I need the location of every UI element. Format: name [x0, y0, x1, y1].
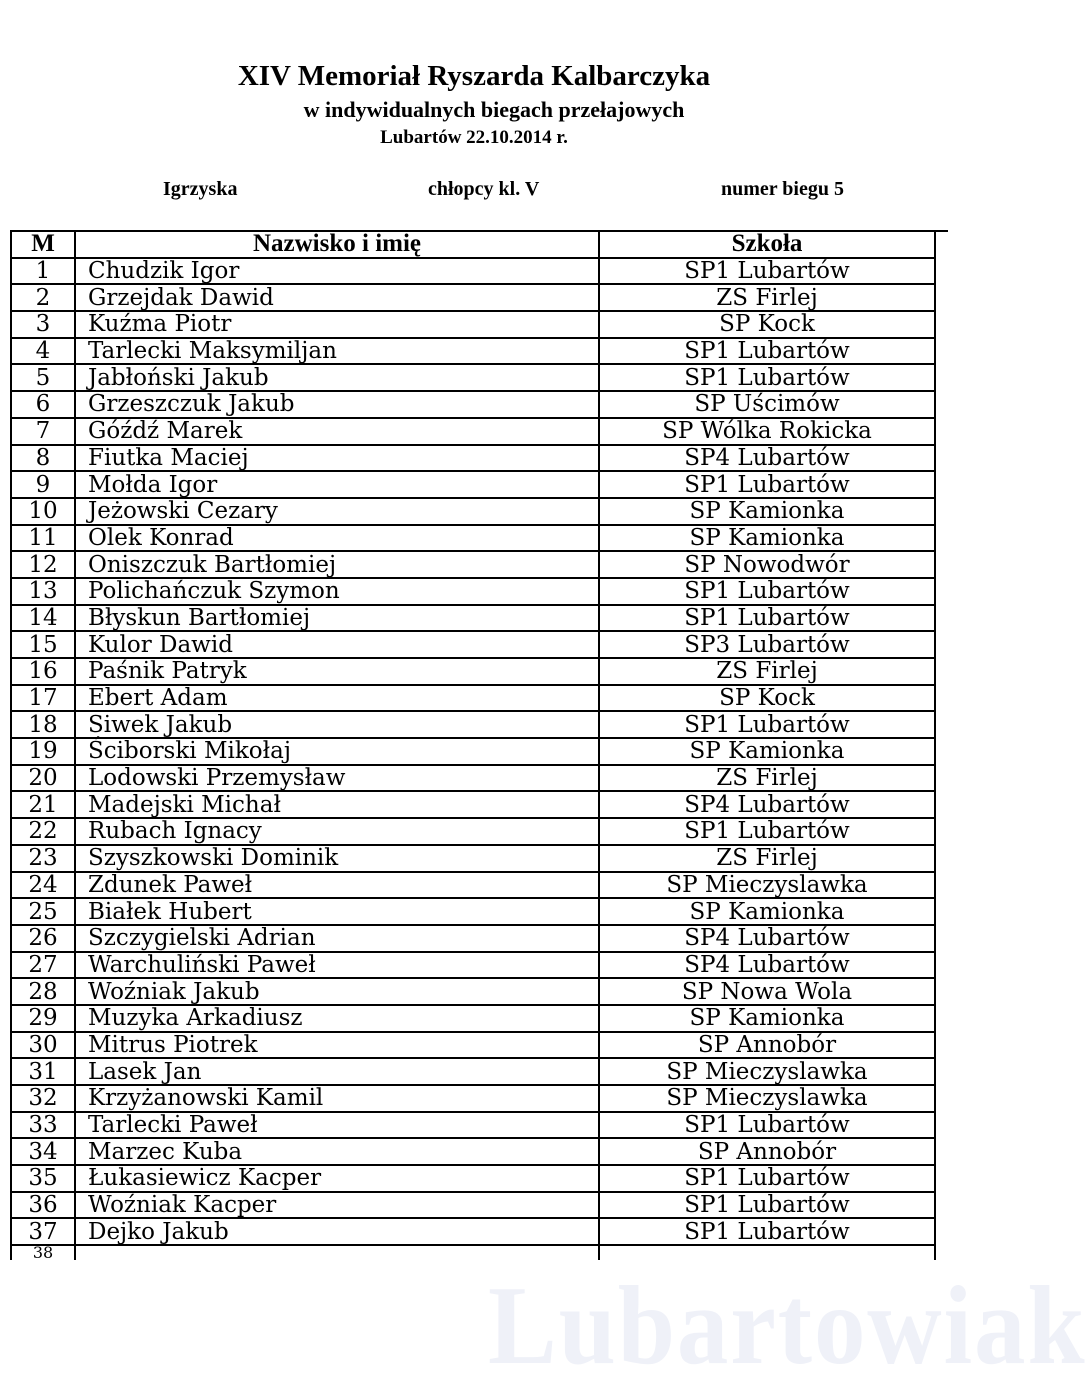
- place-cell: 17: [11, 685, 75, 712]
- table-header-row: [11, 231, 935, 258]
- name-cell: Polichańczuk Szymon: [75, 578, 599, 605]
- table-row: [11, 898, 935, 925]
- table-row: [11, 818, 935, 845]
- place-cell: 11: [11, 525, 75, 552]
- school-cell: ZS Firlej: [599, 845, 935, 872]
- school-cell: SP1 Lubartów: [599, 711, 935, 738]
- place-cell: 33: [11, 1112, 75, 1139]
- school-cell: SP1 Lubartów: [599, 1192, 935, 1219]
- school-cell: SP Annobór: [599, 1138, 935, 1165]
- name-cell: Kuźma Piotr: [75, 311, 599, 338]
- name-cell: Olek Konrad: [75, 525, 599, 552]
- place-cell: 21: [11, 791, 75, 818]
- table-row: [11, 391, 935, 418]
- place-cell: 31: [11, 1058, 75, 1085]
- name-cell: Błyskun Bartłomiej: [75, 605, 599, 632]
- table-row: [11, 658, 935, 685]
- school-cell: SP Nowodwór: [599, 551, 935, 578]
- name-cell: Madejski Michał: [75, 791, 599, 818]
- table-row: [11, 738, 935, 765]
- table-row: [11, 525, 935, 552]
- school-cell: SP1 Lubartów: [599, 1112, 935, 1139]
- name-cell: Grzejdak Dawid: [75, 284, 599, 311]
- school-cell: ZS Firlej: [599, 658, 935, 685]
- place-cell: 5: [11, 364, 75, 391]
- name-cell: Dejko Jakub: [75, 1218, 599, 1245]
- place-cell: 34: [11, 1138, 75, 1165]
- place-cell: 7: [11, 418, 75, 445]
- name-cell: Siwek Jakub: [75, 711, 599, 738]
- place-cell: 32: [11, 1085, 75, 1112]
- school-cell: SP Wólka Rokicka: [599, 418, 935, 445]
- table-row: [11, 1165, 935, 1192]
- table-row: [11, 498, 935, 525]
- school-cell: SP1 Lubartów: [599, 258, 935, 285]
- school-cell: SP Uścimów: [599, 391, 935, 418]
- name-cell: Góźdź Marek: [75, 418, 599, 445]
- school-cell: SP1 Lubartów: [599, 818, 935, 845]
- place-cell: 14: [11, 605, 75, 632]
- school-cell: SP Kamionka: [599, 738, 935, 765]
- school-cell: SP Kamionka: [599, 525, 935, 552]
- place-cell: 28: [11, 978, 75, 1005]
- name-cell: Kulor Dawid: [75, 631, 599, 658]
- table-row: [11, 471, 935, 498]
- name-cell: Lasek Jan: [75, 1058, 599, 1085]
- name-cell: Lodowski Przemysław: [75, 765, 599, 792]
- column-header-school: Szkoła: [599, 231, 935, 258]
- table-row: [11, 1138, 935, 1165]
- name-cell: Szczygielski Adrian: [75, 925, 599, 952]
- table-row: [11, 1058, 935, 1085]
- column-header-name: Nazwisko i imię: [75, 231, 599, 258]
- place-cell: 36: [11, 1192, 75, 1219]
- place-cell: 20: [11, 765, 75, 792]
- table-row: [11, 845, 935, 872]
- table-row: [11, 765, 935, 792]
- name-cell: Paśnik Patryk: [75, 658, 599, 685]
- table-row: [11, 364, 935, 391]
- watermark-logo: Lubartowiak: [488, 1264, 1087, 1388]
- name-cell: Krzyżanowski Kamil: [75, 1085, 599, 1112]
- school-cell: SP Kock: [599, 685, 935, 712]
- place-and-date: Lubartów 22.10.2014 r.: [380, 127, 568, 148]
- name-cell: Mołda Igor: [75, 471, 599, 498]
- competition-category: Igrzyska: [163, 178, 238, 200]
- name-cell: Tarlecki Paweł: [75, 1112, 599, 1139]
- document-subtitle: w indywidualnych biegach przełajowych: [303, 97, 685, 122]
- name-cell: Marzec Kuba: [75, 1138, 599, 1165]
- place-cell: 8: [11, 445, 75, 472]
- name-cell: Ściborski Mikołaj: [75, 738, 599, 765]
- table-row: [11, 311, 935, 338]
- table-row: [11, 1192, 935, 1219]
- name-cell: Woźniak Jakub: [75, 978, 599, 1005]
- table-row: [11, 1112, 935, 1139]
- results-body: [11, 258, 935, 1263]
- table-row: [11, 284, 935, 311]
- school-cell: SP1 Lubartów: [599, 471, 935, 498]
- school-cell: SP3 Lubartów: [599, 631, 935, 658]
- school-cell: SP1 Lubartów: [599, 578, 935, 605]
- table-row: [11, 711, 935, 738]
- name-cell: Tarlecki Maksymiljan: [75, 338, 599, 365]
- place-cell: 9: [11, 471, 75, 498]
- school-cell: SP1 Lubartów: [599, 338, 935, 365]
- school-cell: SP Kamionka: [599, 1005, 935, 1032]
- school-cell: SP Annobór: [599, 1032, 935, 1059]
- school-cell: SP4 Lubartów: [599, 925, 935, 952]
- school-cell: SP1 Lubartów: [599, 1165, 935, 1192]
- name-cell: Zdunek Paweł: [75, 872, 599, 899]
- place-cell: 15: [11, 631, 75, 658]
- name-cell: Woźniak Kacper: [75, 1192, 599, 1219]
- table-row: [11, 578, 935, 605]
- table-row: [11, 791, 935, 818]
- place-cell: 30: [11, 1032, 75, 1059]
- name-cell: Jeżowski Cezary: [75, 498, 599, 525]
- school-cell: ZS Firlej: [599, 284, 935, 311]
- table-row-partial: [11, 1245, 935, 1260]
- table-row: [11, 952, 935, 979]
- school-cell: SP4 Lubartów: [599, 791, 935, 818]
- place-cell: 37: [11, 1218, 75, 1245]
- name-cell: Rubach Ignacy: [75, 818, 599, 845]
- table-row: [11, 1005, 935, 1032]
- table-row: [11, 1032, 935, 1059]
- name-cell: Jabłoński Jakub: [75, 364, 599, 391]
- document-title: XIV Memoriał Ryszarda Kalbarczyka: [237, 60, 711, 92]
- class-label: chłopcy kl. V: [428, 178, 540, 200]
- empty-cell: [75, 1245, 599, 1260]
- place-cell: 18: [11, 711, 75, 738]
- place-cell: 38: [11, 1245, 75, 1260]
- table-row: [11, 338, 935, 365]
- table-row: [11, 445, 935, 472]
- name-cell: Łukasiewicz Kacper: [75, 1165, 599, 1192]
- school-cell: SP Mieczyslawka: [599, 1058, 935, 1085]
- place-cell: 2: [11, 284, 75, 311]
- school-cell: SP Kock: [599, 311, 935, 338]
- name-cell: Grzeszczuk Jakub: [75, 391, 599, 418]
- place-cell: 16: [11, 658, 75, 685]
- school-cell: SP Nowa Wola: [599, 978, 935, 1005]
- empty-cell: [599, 1245, 935, 1260]
- table-row: [11, 1085, 935, 1112]
- name-cell: Chudzik Igor: [75, 258, 599, 285]
- place-cell: 23: [11, 845, 75, 872]
- school-cell: SP Mieczyslawka: [599, 872, 935, 899]
- table-row: [11, 258, 935, 285]
- place-cell: 10: [11, 498, 75, 525]
- school-cell: SP Mieczyslawka: [599, 1085, 935, 1112]
- table-row: [11, 418, 935, 445]
- school-cell: SP Kamionka: [599, 898, 935, 925]
- table-row: [11, 978, 935, 1005]
- place-cell: 4: [11, 338, 75, 365]
- name-cell: Fiutka Maciej: [75, 445, 599, 472]
- school-cell: SP1 Lubartów: [599, 605, 935, 632]
- name-cell: Białek Hubert: [75, 898, 599, 925]
- name-cell: Warchuliński Paweł: [75, 952, 599, 979]
- school-cell: SP4 Lubartów: [599, 952, 935, 979]
- place-cell: 26: [11, 925, 75, 952]
- place-cell: 24: [11, 872, 75, 899]
- table-row: [11, 551, 935, 578]
- run-number: numer biegu 5: [721, 178, 844, 200]
- name-cell: Muzyka Arkadiusz: [75, 1005, 599, 1032]
- name-cell: Mitrus Piotrek: [75, 1032, 599, 1059]
- table-row: [11, 925, 935, 952]
- place-cell: 27: [11, 952, 75, 979]
- place-cell: 3: [11, 311, 75, 338]
- table-row: [11, 631, 935, 658]
- place-cell: 29: [11, 1005, 75, 1032]
- place-cell: 6: [11, 391, 75, 418]
- place-cell: 35: [11, 1165, 75, 1192]
- place-cell: 22: [11, 818, 75, 845]
- place-cell: 1: [11, 258, 75, 285]
- place-cell: 25: [11, 898, 75, 925]
- name-cell: Szyszkowski Dominik: [75, 845, 599, 872]
- place-cell: 12: [11, 551, 75, 578]
- column-header-place: M: [11, 231, 75, 258]
- school-cell: SP Kamionka: [599, 498, 935, 525]
- results-table: [10, 230, 936, 1263]
- table-row: [11, 872, 935, 899]
- table-row: [11, 605, 935, 632]
- name-cell: Ebert Adam: [75, 685, 599, 712]
- school-cell: SP1 Lubartów: [599, 1218, 935, 1245]
- school-cell: SP4 Lubartów: [599, 445, 935, 472]
- name-cell: Oniszczuk Bartłomiej: [75, 551, 599, 578]
- table-row: [11, 685, 935, 712]
- place-cell: 19: [11, 738, 75, 765]
- school-cell: SP1 Lubartów: [599, 364, 935, 391]
- school-cell: ZS Firlej: [599, 765, 935, 792]
- table-row: [11, 1218, 935, 1245]
- place-cell: 13: [11, 578, 75, 605]
